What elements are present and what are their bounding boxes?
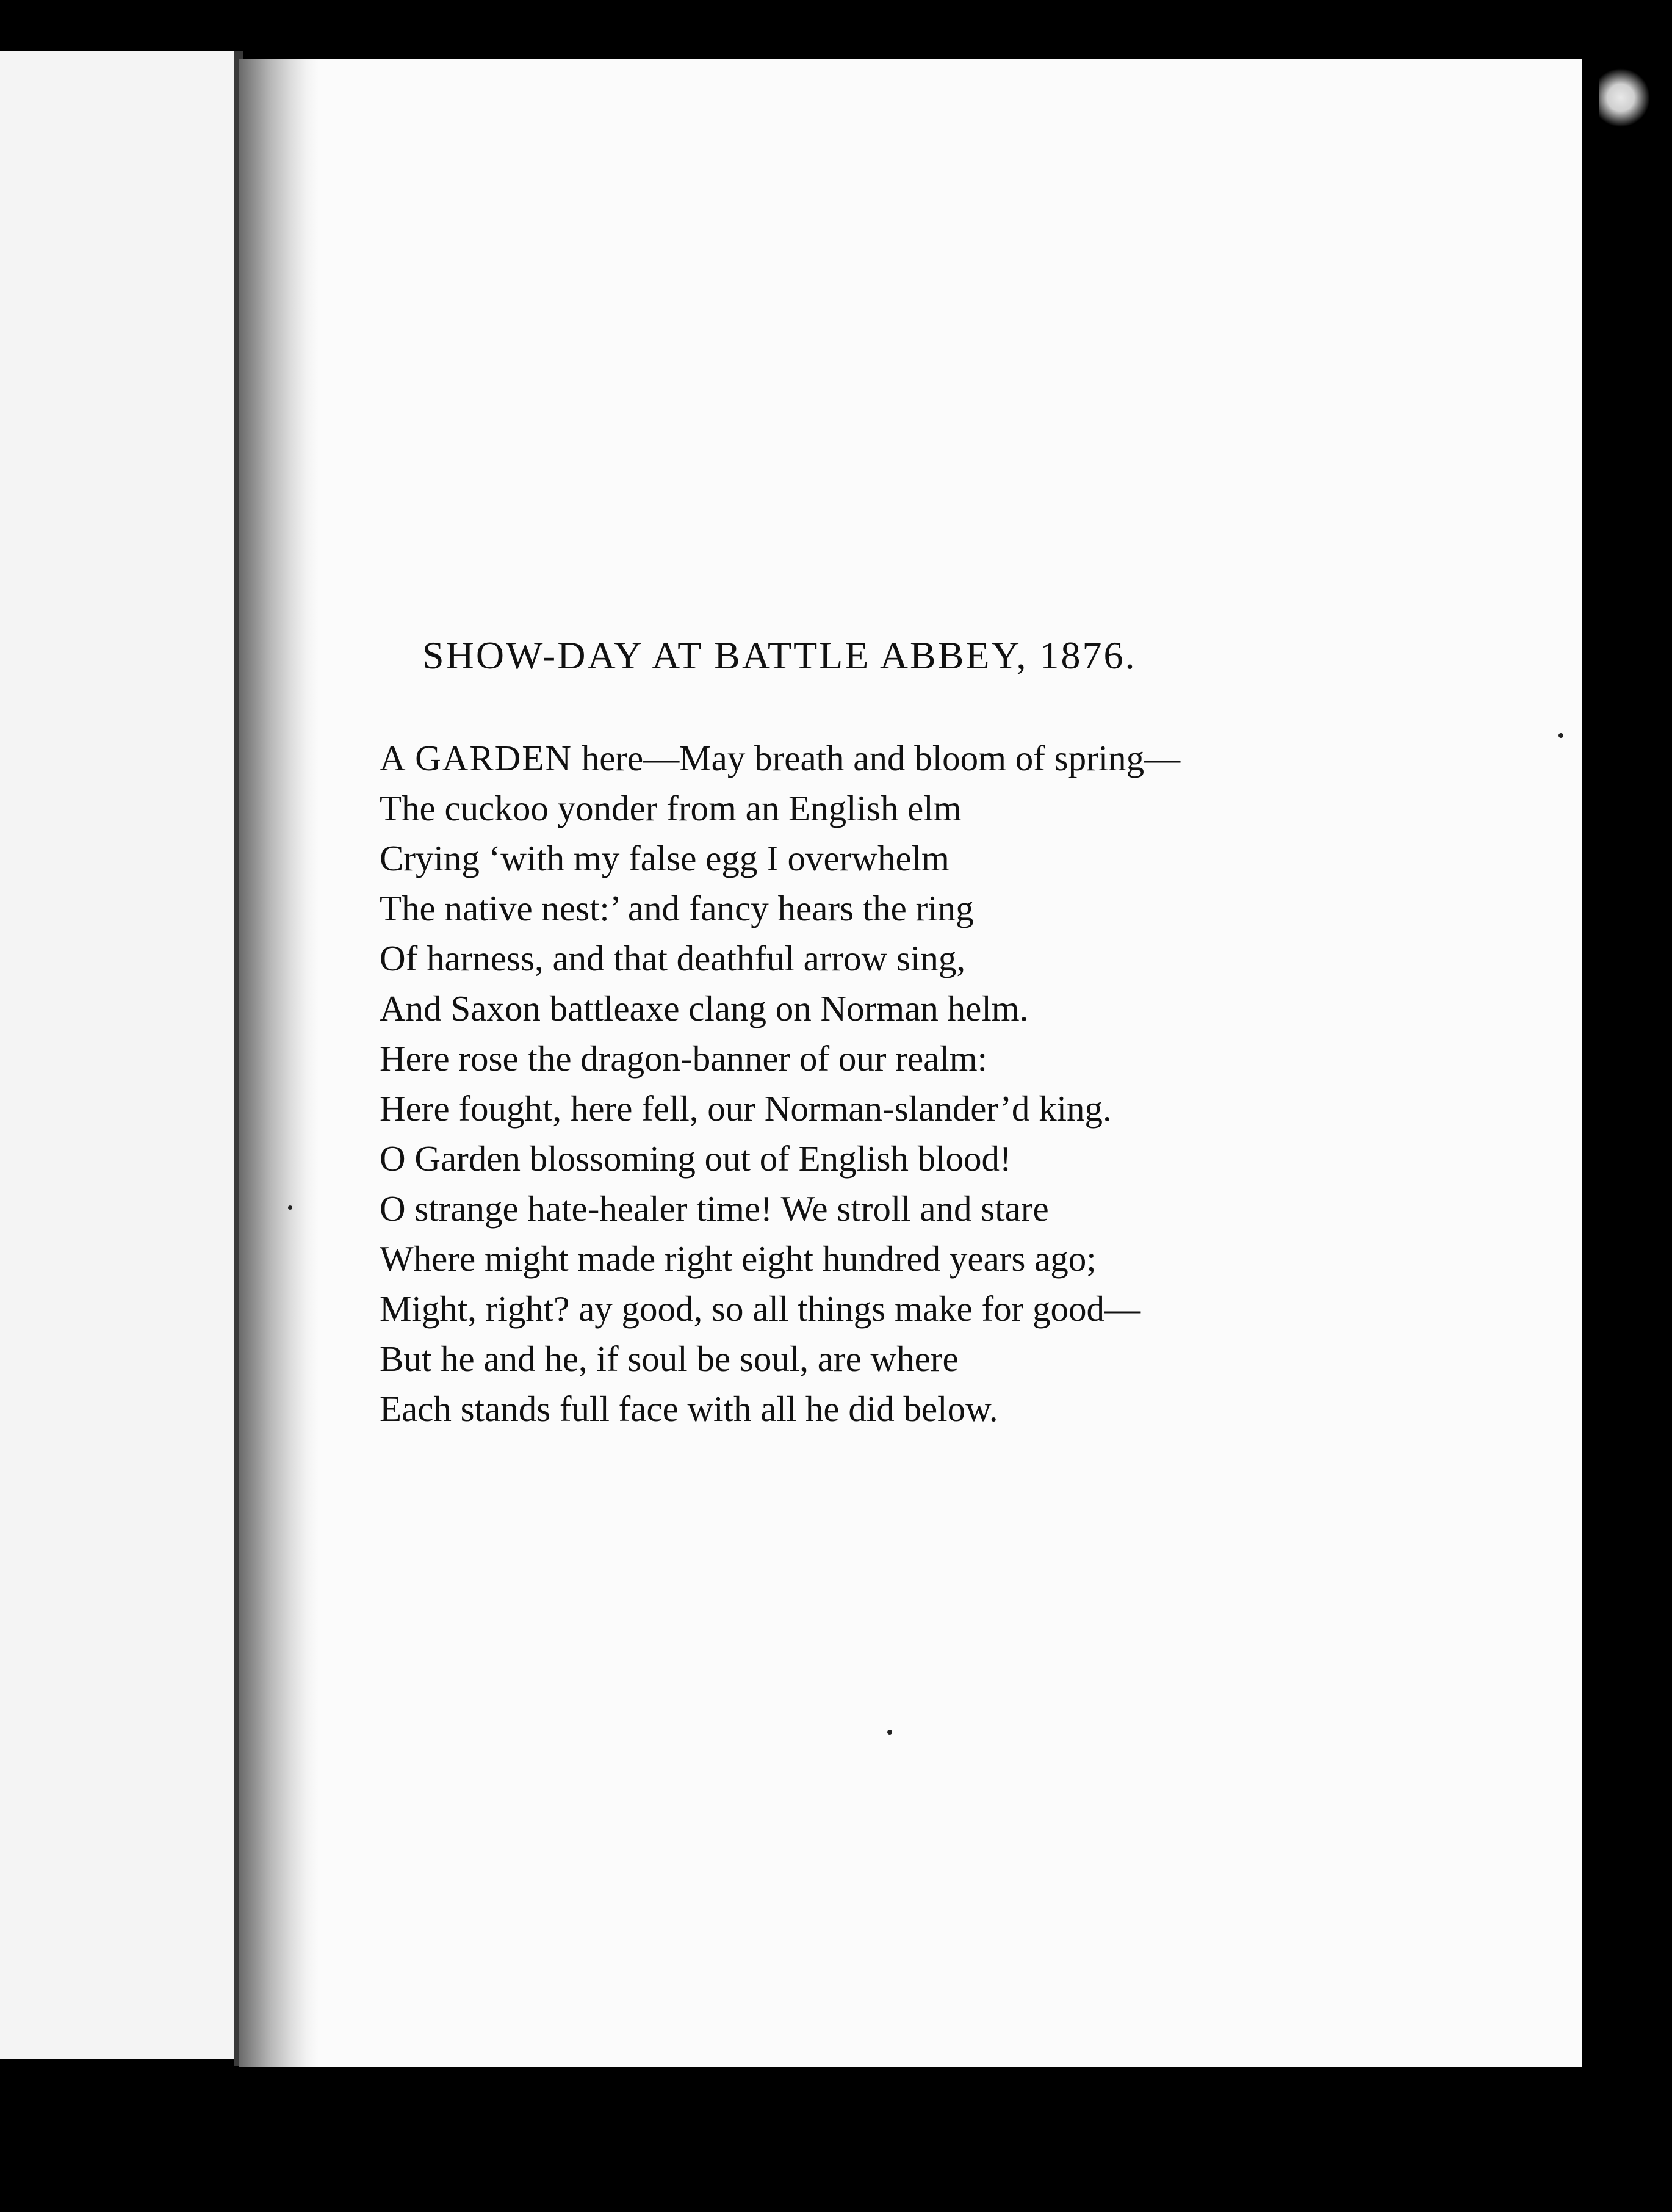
poem-line-7: Here rose the dragon-banner of our realm: [380,1038,987,1079]
poem-line-4: The native nest:’ and fancy hears the ring [380,887,974,928]
poem-title: SHOW-DAY AT BATTLE ABBEY, 1876. [422,634,1137,677]
poem-line-8: Here fought, here fell, our Norman-slander’d king. [380,1088,1112,1129]
poem-line-5: Of harness, and that deathful arrow sing, [380,938,966,978]
poem-first-words: A GARDEN [380,737,572,778]
poem-first-line-rest: here—May breath and bloom of spring— [572,737,1181,778]
poem-line-14: Each stands full face with all he did below. [380,1388,998,1429]
poem-body [380,733,1539,1434]
poem-line-1 [380,733,1539,783]
poem-line-6: And Saxon battleaxe clang on Norman helm. [380,988,1029,1028]
poem-line-10: O strange hate-healer time! We stroll and stare [380,1188,1049,1229]
print-speck [288,1205,292,1210]
left-page [0,51,239,2059]
print-speck [1558,733,1563,738]
poem-line-9: O Garden blossoming out of English blood! [380,1138,1012,1179]
poem-line-13: But he and he, if soul be soul, are where [380,1338,959,1379]
poem-line-3: Crying ‘with my false egg I overwhelm [380,837,950,878]
poem-line-12: Might, right? ay good, so all things make for good— [380,1288,1141,1329]
gutter-shadow [239,59,319,2067]
poem-line-2: The cuckoo yonder from an English elm [380,787,962,828]
poem [380,632,1539,1434]
right-page [239,59,1582,2067]
poem-line-11: Where might made right eight hundred years ago; [380,1238,1097,1279]
scan-edge-noise [1599,67,1654,128]
print-speck [887,1730,892,1735]
